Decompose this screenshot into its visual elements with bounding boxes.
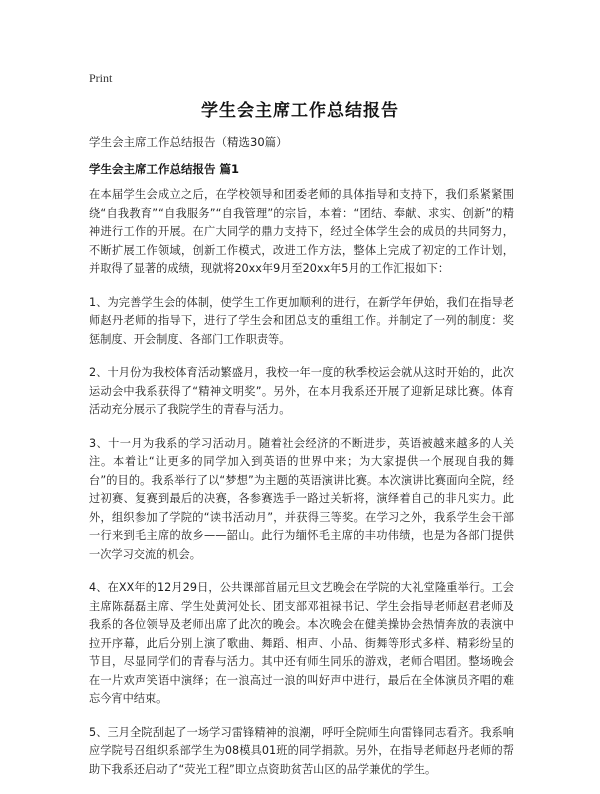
print-link[interactable]: Print <box>89 71 113 85</box>
paragraph-item-5: 5、三月全院刮起了一场学习雷锋精神的浪潮，呼吁全院师生向雷锋同志看齐。我系响应学院号召组织系部学生为08模具01班的同学捐款。另外，在指导老师赵丹老师的帮助下我系还启动了“荧光工程”即立点资助贫苦山区的品学兼优的学生。 <box>89 725 514 776</box>
page-title: 学生会主席工作总结报告 <box>201 101 399 121</box>
document-subtitle: 学生会主席工作总结报告（精选30篇） <box>89 135 288 149</box>
paragraph-item-2: 2、十月份为我校体育活动繁盛月，我校一年一度的秋季校运会就从这时开始的，此次运动会中我系获得了“精神文明奖”。另外，在本月我系还开展了迎新足球比赛。体育活动充分展示了我院学生的青春与活力。 <box>89 366 514 416</box>
paragraph-item-1: 1、为完善学生会的体制，使学生工作更加顺利的进行，在新学年伊始，我们在指导老师赵丹老师的指导下，进行了学生会和团总支的重组工作。并制定了一列的制度：奖惩制度、开会制度、各部门工作职责等。 <box>89 295 514 346</box>
paragraph-item-4: 4、在XX年的12月29日，公共课部首届元旦文艺晚会在学院的大礼堂隆重举行。工会主席陈磊磊主席、学生处黄河处长、团支部邓祖禄书记、学生会指导老师赵君老师及我系的各位领导及老师出席了此次的晚会。本次晚会在健美操协会热情奔放的表演中拉开序幕，此后分别上演了歌曲、舞蹈、相声、小品、街舞等形式多样、精彩纷呈的节目，尽显同学们的青春与活力。其中还有师生同乐的游戏，老师合唱团。整场晚会在一片欢声笑语中演绎；在一浪高过一浪的叫好声中进行，最后在全体演员齐唱的难忘今宵中结束。 <box>89 581 514 705</box>
paragraph-item-3: 3、十一月为我系的学习活动月。随着社会经济的不断进步，英语被越来越多的人关注。本着让“让更多的同学加入到英语的世界中来；为大家提供一个展现自我的舞台”的目的。我系举行了以“梦想”为主题的英语演讲比赛。本次演讲比赛面向全院，经过初赛、复赛到最后的决赛，各参赛选手一路过关斩将，演绎着自己的非凡实力。此外，组织参加了学院的“读书活动月”，并获得三等奖。在学习之外，我系学生会干部一行来到毛主席的故乡——韶山。此行为缅怀毛主席的丰功伟绩，也是为各部门提供一次学习交流的机会。 <box>89 436 514 561</box>
article-body <box>89 186 514 794</box>
paragraph-intro: 在本届学生会成立之后，在学校领导和团委老师的具体指导和支持下，我们系紧紧围绕“自我教育”“自我服务”“自我管理”的宗旨，本着：“团结、奉献、求实、创新”的精神进行工作的开展。在广大同学的鼎力支持下，经过全体学生会的成员的共同努力，不断扩展工作领域，创新工作模式，改进工作方法，整体上完成了初定的工作计划，并取得了显著的成绩，现就将20xx年9月至20xx年5月的工作汇报如下： <box>89 188 514 275</box>
section-heading: 学生会主席工作总结报告 篇1 <box>89 162 240 176</box>
